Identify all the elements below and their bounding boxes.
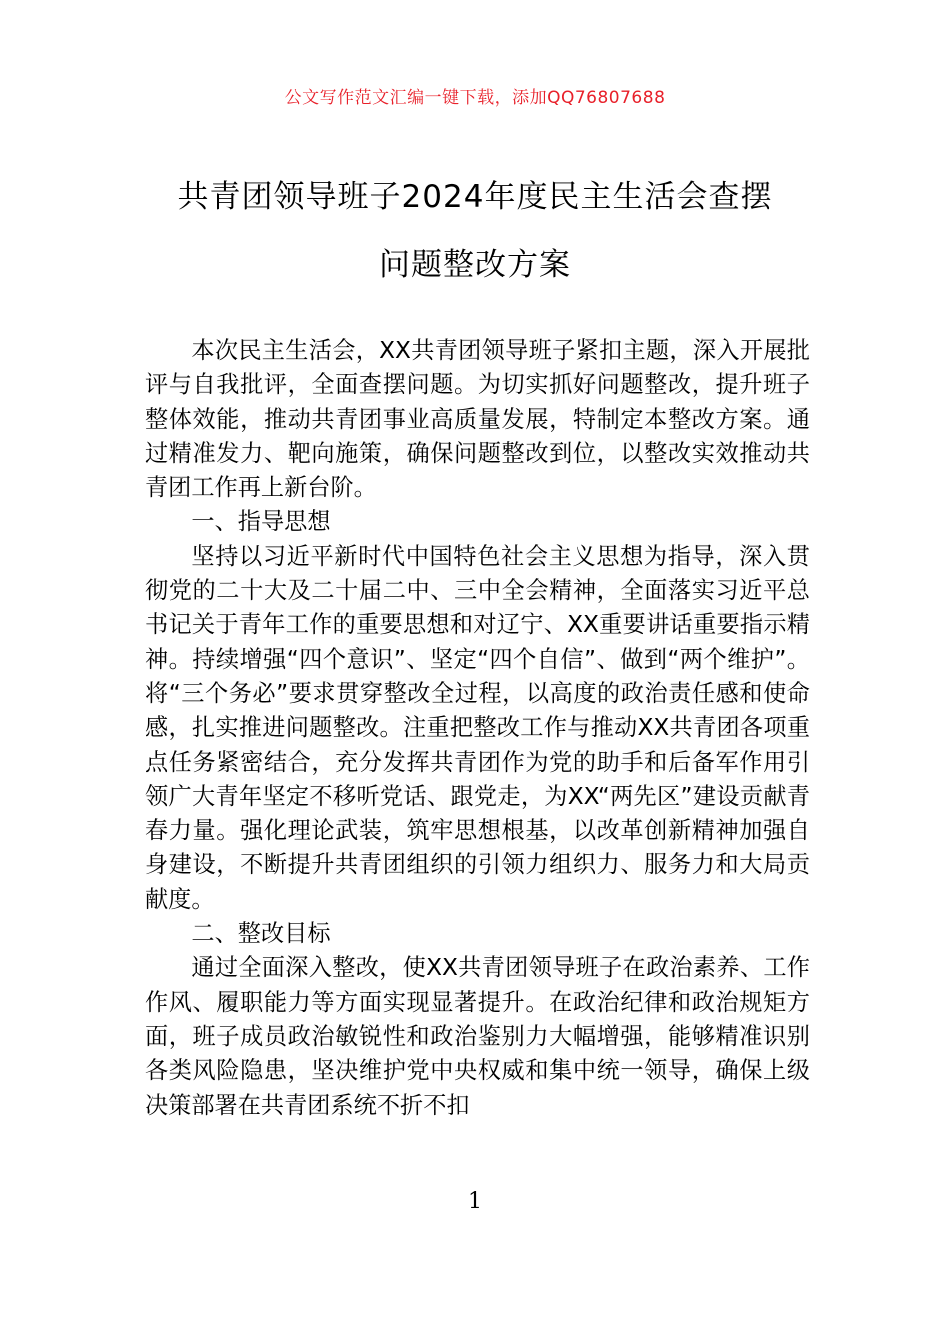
section-heading-guiding-ideology: 一、指导思想 bbox=[191, 508, 331, 536]
document-title-line-1: 共青团领导班子2024年度民主生活会查摆 bbox=[177, 179, 773, 215]
download-banner: 公文写作范文汇编一键下载，添加QQ76807688 bbox=[284, 88, 666, 108]
document-body bbox=[145, 334, 810, 1123]
guiding-ideology-paragraph: 坚持以习近平新时代中国特色社会主义思想为指导，深入贯彻党的二十大及二十届二中、三中全会精神，全面落实习近平总书记关于青年工作的重要思想和对辽宁、XX重要讲话重要指示精神。持续增强“四个意识”、坚定“四个自信”、做到“两个维护”。将“三个务必”要求贯穿整改全过程，以高度的政治责任感和使命感，扎实推进问题整改。注重把整改工作与推动XX共青团各项重点任务紧密结合，充分发挥共青团作为党的助手和后备军作用引领广大青年坚定不移听党话、跟党走，为XX“两先区”建设贡献青春力量。强化理论武装，筑牢思想根基，以改革创新精神加强自身建设，不断提升共青团组织的引领力组织力、服务力和大局贡献度。 bbox=[145, 542, 810, 913]
page-number: 1 bbox=[468, 1189, 482, 1214]
document-title-line-2: 问题整改方案 bbox=[379, 247, 571, 283]
section-heading-rectification-goals: 二、整改目标 bbox=[191, 920, 331, 948]
intro-paragraph: 本次民主生活会，XX共青团领导班子紧扣主题，深入开展批评与自我批评，全面查摆问题。为切实抓好问题整改，提升班子整体效能，推动共青团事业高质量发展，特制定本整改方案。通过精准发力、靶向施策，确保问题整改到位，以整改实效推动共青团工作再上新台阶。 bbox=[145, 337, 810, 502]
rectification-goals-paragraph: 通过全面深入整改，使XX共青团领导班子在政治素养、工作作风、履职能力等方面实现显著提升。在政治纪律和政治规矩方面，班子成员政治敏锐性和政治鉴别力大幅增强，能够精准识别各类风险隐患，坚决维护党中央权威和集中统一领导，确保上级决策部署在共青团系统不折不扣 bbox=[145, 954, 810, 1119]
